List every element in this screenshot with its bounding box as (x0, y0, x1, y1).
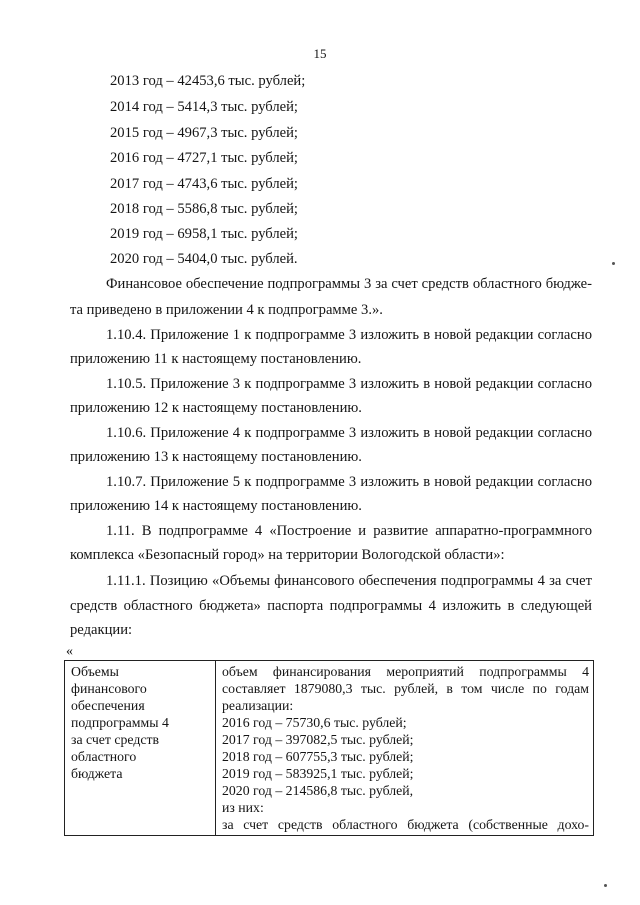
value-line: составляет 1879080,3 тыс. рублей, в том числе по годам (222, 681, 589, 696)
table-row (65, 661, 594, 836)
label-line: обеспечения (71, 698, 145, 713)
value-line: 2019 год – 583925,1 тыс. рублей; (222, 766, 414, 781)
value-line: за счет средств областного бюджета (собственные дохо- (222, 817, 589, 832)
year-funding-line: 2015 год – 4967,3 тыс. рублей; (110, 125, 298, 141)
clause-1-10-6-line: 1.10.6. Приложение 4 к подпрограмме 3 изложить в новой редакции согласно (106, 425, 592, 441)
label-line: бюджета (71, 766, 123, 781)
label-line: за счет средств (71, 732, 160, 747)
clause-1-10-6-line: приложению 13 к настоящему постановлению. (70, 449, 362, 465)
clause-1-11-line: 1.11. В подпрограмме 4 «Построение и развитие аппаратно-программного (106, 523, 592, 539)
clause-1-11-1-line: средств областного бюджета» паспорта подпрограммы 4 изложить в следующей (70, 598, 592, 614)
value-line: 2016 год – 75730,6 тыс. рублей; (222, 715, 407, 730)
value-line: 2018 год – 607755,3 тыс. рублей; (222, 749, 414, 764)
value-line: из них: (222, 800, 264, 815)
label-line: подпрограммы 4 (71, 715, 169, 730)
scan-speck (612, 262, 615, 265)
clause-1-10-5-line: 1.10.5. Приложение 3 к подпрограмме 3 изложить в новой редакции согласно (106, 376, 592, 392)
year-funding-line: 2018 год – 5586,8 тыс. рублей; (110, 201, 298, 217)
financing-paragraph-line: Финансовое обеспечение подпрограммы 3 за счет средств областного бюдже- (106, 276, 592, 292)
year-funding-line: 2014 год – 5414,3 тыс. рублей; (110, 99, 298, 115)
year-funding-line: 2017 год – 4743,6 тыс. рублей; (110, 176, 298, 192)
clause-1-10-5-line: приложению 12 к настоящему постановлению. (70, 400, 362, 416)
year-funding-line: 2013 год – 42453,6 тыс. рублей; (110, 73, 306, 89)
passport-table (64, 660, 594, 836)
value-line: 2020 год – 214586,8 тыс. рублей, (222, 783, 414, 798)
table-cell-label (65, 661, 216, 836)
scan-speck (604, 884, 607, 887)
clause-1-10-4-line: 1.10.4. Приложение 1 к подпрограмме 3 изложить в новой редакции согласно (106, 327, 592, 343)
clause-1-10-7-line: приложению 14 к настоящему постановлению. (70, 498, 362, 514)
year-funding-line: 2019 год – 6958,1 тыс. рублей; (110, 226, 298, 242)
clause-1-11-1-line: 1.11.1. Позицию «Объемы финансового обеспечения подпрограммы 4 за счет (106, 573, 592, 589)
value-line: реализации: (222, 698, 294, 713)
clause-1-10-7-line: 1.10.7. Приложение 5 к подпрограмме 3 изложить в новой редакции согласно (106, 474, 592, 490)
label-line: Объемы (71, 664, 119, 679)
table-cell-value (216, 661, 594, 836)
clause-1-11-line: комплекса «Безопасный город» на территории Вологодской области»: (70, 547, 505, 563)
clause-1-11-1-line: редакции: (70, 622, 133, 638)
year-funding-line: 2020 год – 5404,0 тыс. рублей. (110, 251, 298, 267)
value-line: 2017 год – 397082,5 тыс. рублей; (222, 732, 414, 747)
label-line: финансового (71, 681, 147, 696)
opening-quote-mark: « (66, 644, 73, 659)
page-number: 15 (313, 46, 327, 61)
year-funding-line: 2016 год – 4727,1 тыс. рублей; (110, 150, 298, 166)
value-line: объем финансирования мероприятий подпрограммы 4 (222, 664, 589, 679)
label-line: областного (71, 749, 137, 764)
clause-1-10-4-line: приложению 11 к настоящему постановлению. (70, 351, 362, 367)
financing-paragraph-line: та приведено в приложении 4 к подпрограмме 3.». (70, 302, 383, 318)
